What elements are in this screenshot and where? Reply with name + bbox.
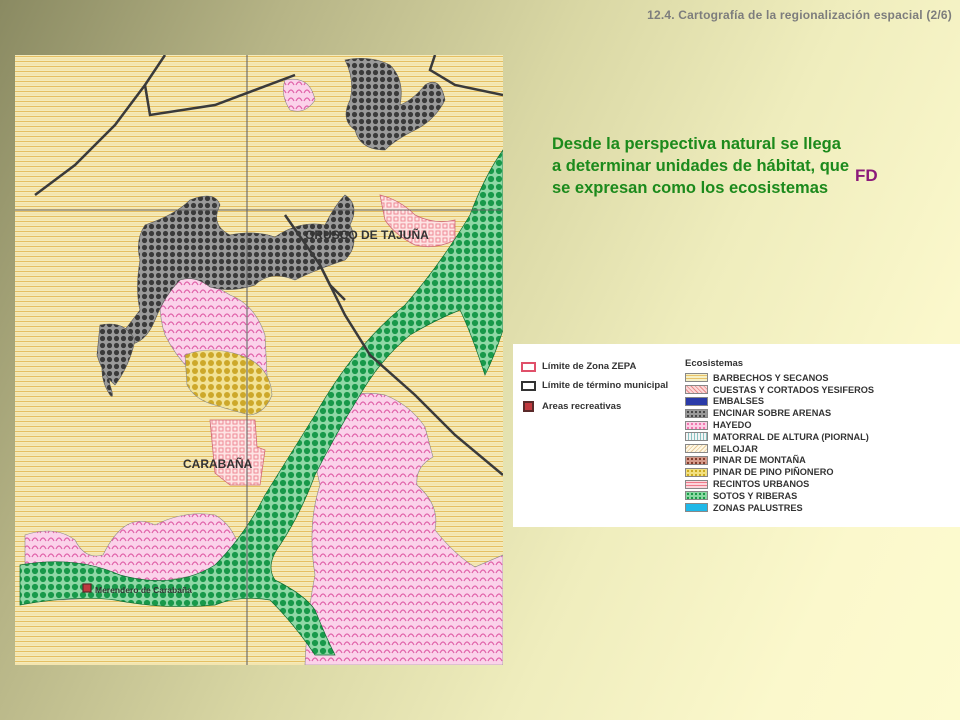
ecosystem-label: PINAR DE PINO PIÑONERO	[713, 467, 834, 478]
legend-ecosystems-title: Ecosistemas	[685, 358, 744, 369]
ecosystem-swatch	[685, 468, 708, 477]
ecosystem-legend-item	[685, 431, 874, 443]
legend-ecosystems	[685, 358, 874, 514]
ecosystem-label: MATORRAL DE ALTURA (PIORNAL)	[713, 431, 869, 442]
map-label-merendero: Merendero de Carabaña	[95, 585, 192, 595]
ecosystem-label: ENCINAR SOBRE ARENAS	[713, 408, 832, 419]
map-legend	[513, 344, 960, 527]
ecosystem-label: EMBALSES	[713, 396, 765, 407]
ecosystem-swatch	[685, 421, 708, 430]
map-label-carabana: CARABAÑA	[183, 457, 253, 471]
ecosystem-label: RECINTOS URBANOS	[713, 479, 810, 490]
ecosystem-label: BARBECHOS Y SECANOS	[713, 372, 829, 383]
ecosystem-label: CUESTAS Y CORTADOS YESIFEROS	[713, 384, 874, 395]
recreation-area-swatch	[523, 401, 534, 412]
ecosystem-swatch	[685, 397, 708, 406]
ecosystem-swatch	[685, 480, 708, 489]
legend-label: Límite de término municipal	[542, 380, 669, 391]
ecosystem-swatch	[685, 385, 708, 394]
ecosystem-legend-item	[685, 478, 874, 490]
ecosystem-label: HAYEDO	[713, 420, 752, 431]
ecosystem-legend-item	[685, 372, 874, 384]
description-text: Desde la perspectiva natural se llega a determinar unidades de hábitat, que se expresan como los ecosistemas	[552, 135, 850, 197]
legend-item-recreation	[521, 398, 668, 415]
ecosystem-legend-item	[685, 384, 874, 396]
ecosystem-label: SOTOS Y RIBERAS	[713, 490, 798, 501]
ecosystem-label: ZONAS PALUSTRES	[713, 502, 803, 513]
recreation-area-marker	[83, 584, 91, 592]
ecosystem-swatch	[685, 432, 708, 441]
zepa-boundary-swatch	[521, 362, 536, 372]
ecosystem-list	[685, 372, 874, 514]
ecosystem-label: PINAR DE MONTAÑA	[713, 455, 806, 466]
ecosystem-legend-item	[685, 443, 874, 455]
ecosystem-legend-item	[685, 502, 874, 514]
ecosystem-swatch	[685, 444, 708, 453]
ecosystem-swatch	[685, 491, 708, 500]
ecosystem-legend-item	[685, 455, 874, 467]
legend-item-municipal	[521, 377, 668, 394]
map-label-orusco: ORUSCO DE TAJUÑA	[305, 228, 429, 242]
ecosystem-swatch	[685, 373, 708, 382]
legend-label: Areas recreativas	[542, 401, 622, 412]
ecosystem-swatch	[685, 456, 708, 465]
ecosystem-legend-item	[685, 407, 874, 419]
ecosystem-label: MELOJAR	[713, 443, 758, 454]
legend-boundaries	[521, 358, 668, 417]
municipal-boundary-swatch	[521, 381, 536, 391]
ecosystem-legend-item	[685, 396, 874, 408]
ecosystem-legend-item	[685, 490, 874, 502]
author-badge: FD	[855, 166, 878, 185]
legend-item-zepa	[521, 358, 668, 375]
ecosystem-legend-item	[685, 466, 874, 478]
ecosystem-swatch	[685, 503, 708, 512]
slide-title: 12.4. Cartografía de la regionalización espacial (2/6)	[647, 8, 952, 22]
ecosystem-swatch	[685, 409, 708, 418]
legend-label: Límite de Zona ZEPA	[542, 361, 637, 372]
ecosystem-legend-item	[685, 419, 874, 431]
ecosystem-map	[15, 55, 503, 665]
